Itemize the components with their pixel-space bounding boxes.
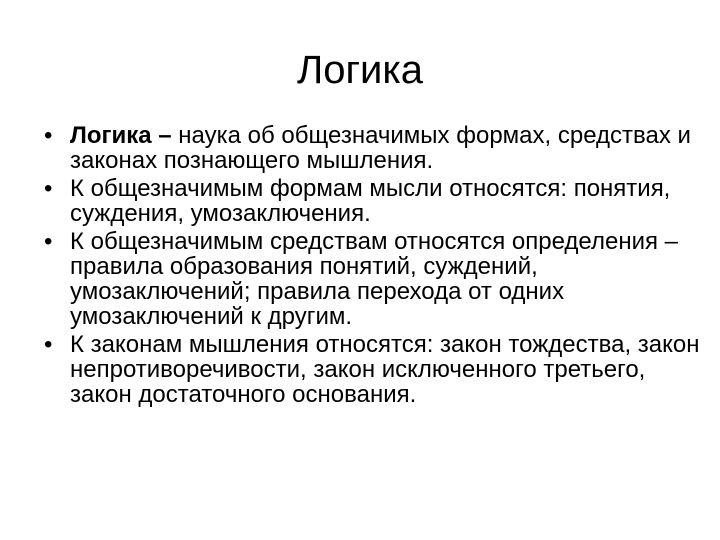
bullet-dot-icon: • [44, 331, 53, 358]
bullet-list [44, 123, 704, 410]
bullet-item [44, 229, 704, 329]
bullet-text: К общезначимым формам мысли относятся: понятия, суждения, умозаключения. [70, 175, 671, 227]
bullet-item [44, 332, 704, 407]
bullet-text: К законам мышления относятся: закон тождества, закон непротиворечивости, закон исключенного третьего, закон достаточного основания. [70, 331, 700, 408]
slide-title-text: Логика [296, 48, 424, 92]
bullet-dot-icon: • [44, 122, 53, 149]
bullet-term: Логика – [70, 122, 172, 149]
bullet-dot-icon: • [44, 228, 53, 255]
bullet-dot-icon: • [44, 175, 53, 202]
bullet-item [44, 176, 704, 226]
bullet-item [44, 123, 704, 173]
slide-title [0, 48, 720, 92]
bullet-text: К общезначимым средствам относятся определения – правила образования понятий, суждений, умозаключений; правила перехода от одних умозаключений к другим. [70, 228, 678, 330]
bullet-text: наука об общезначимых формах, средствах и законах познающего мышления. [70, 122, 691, 174]
